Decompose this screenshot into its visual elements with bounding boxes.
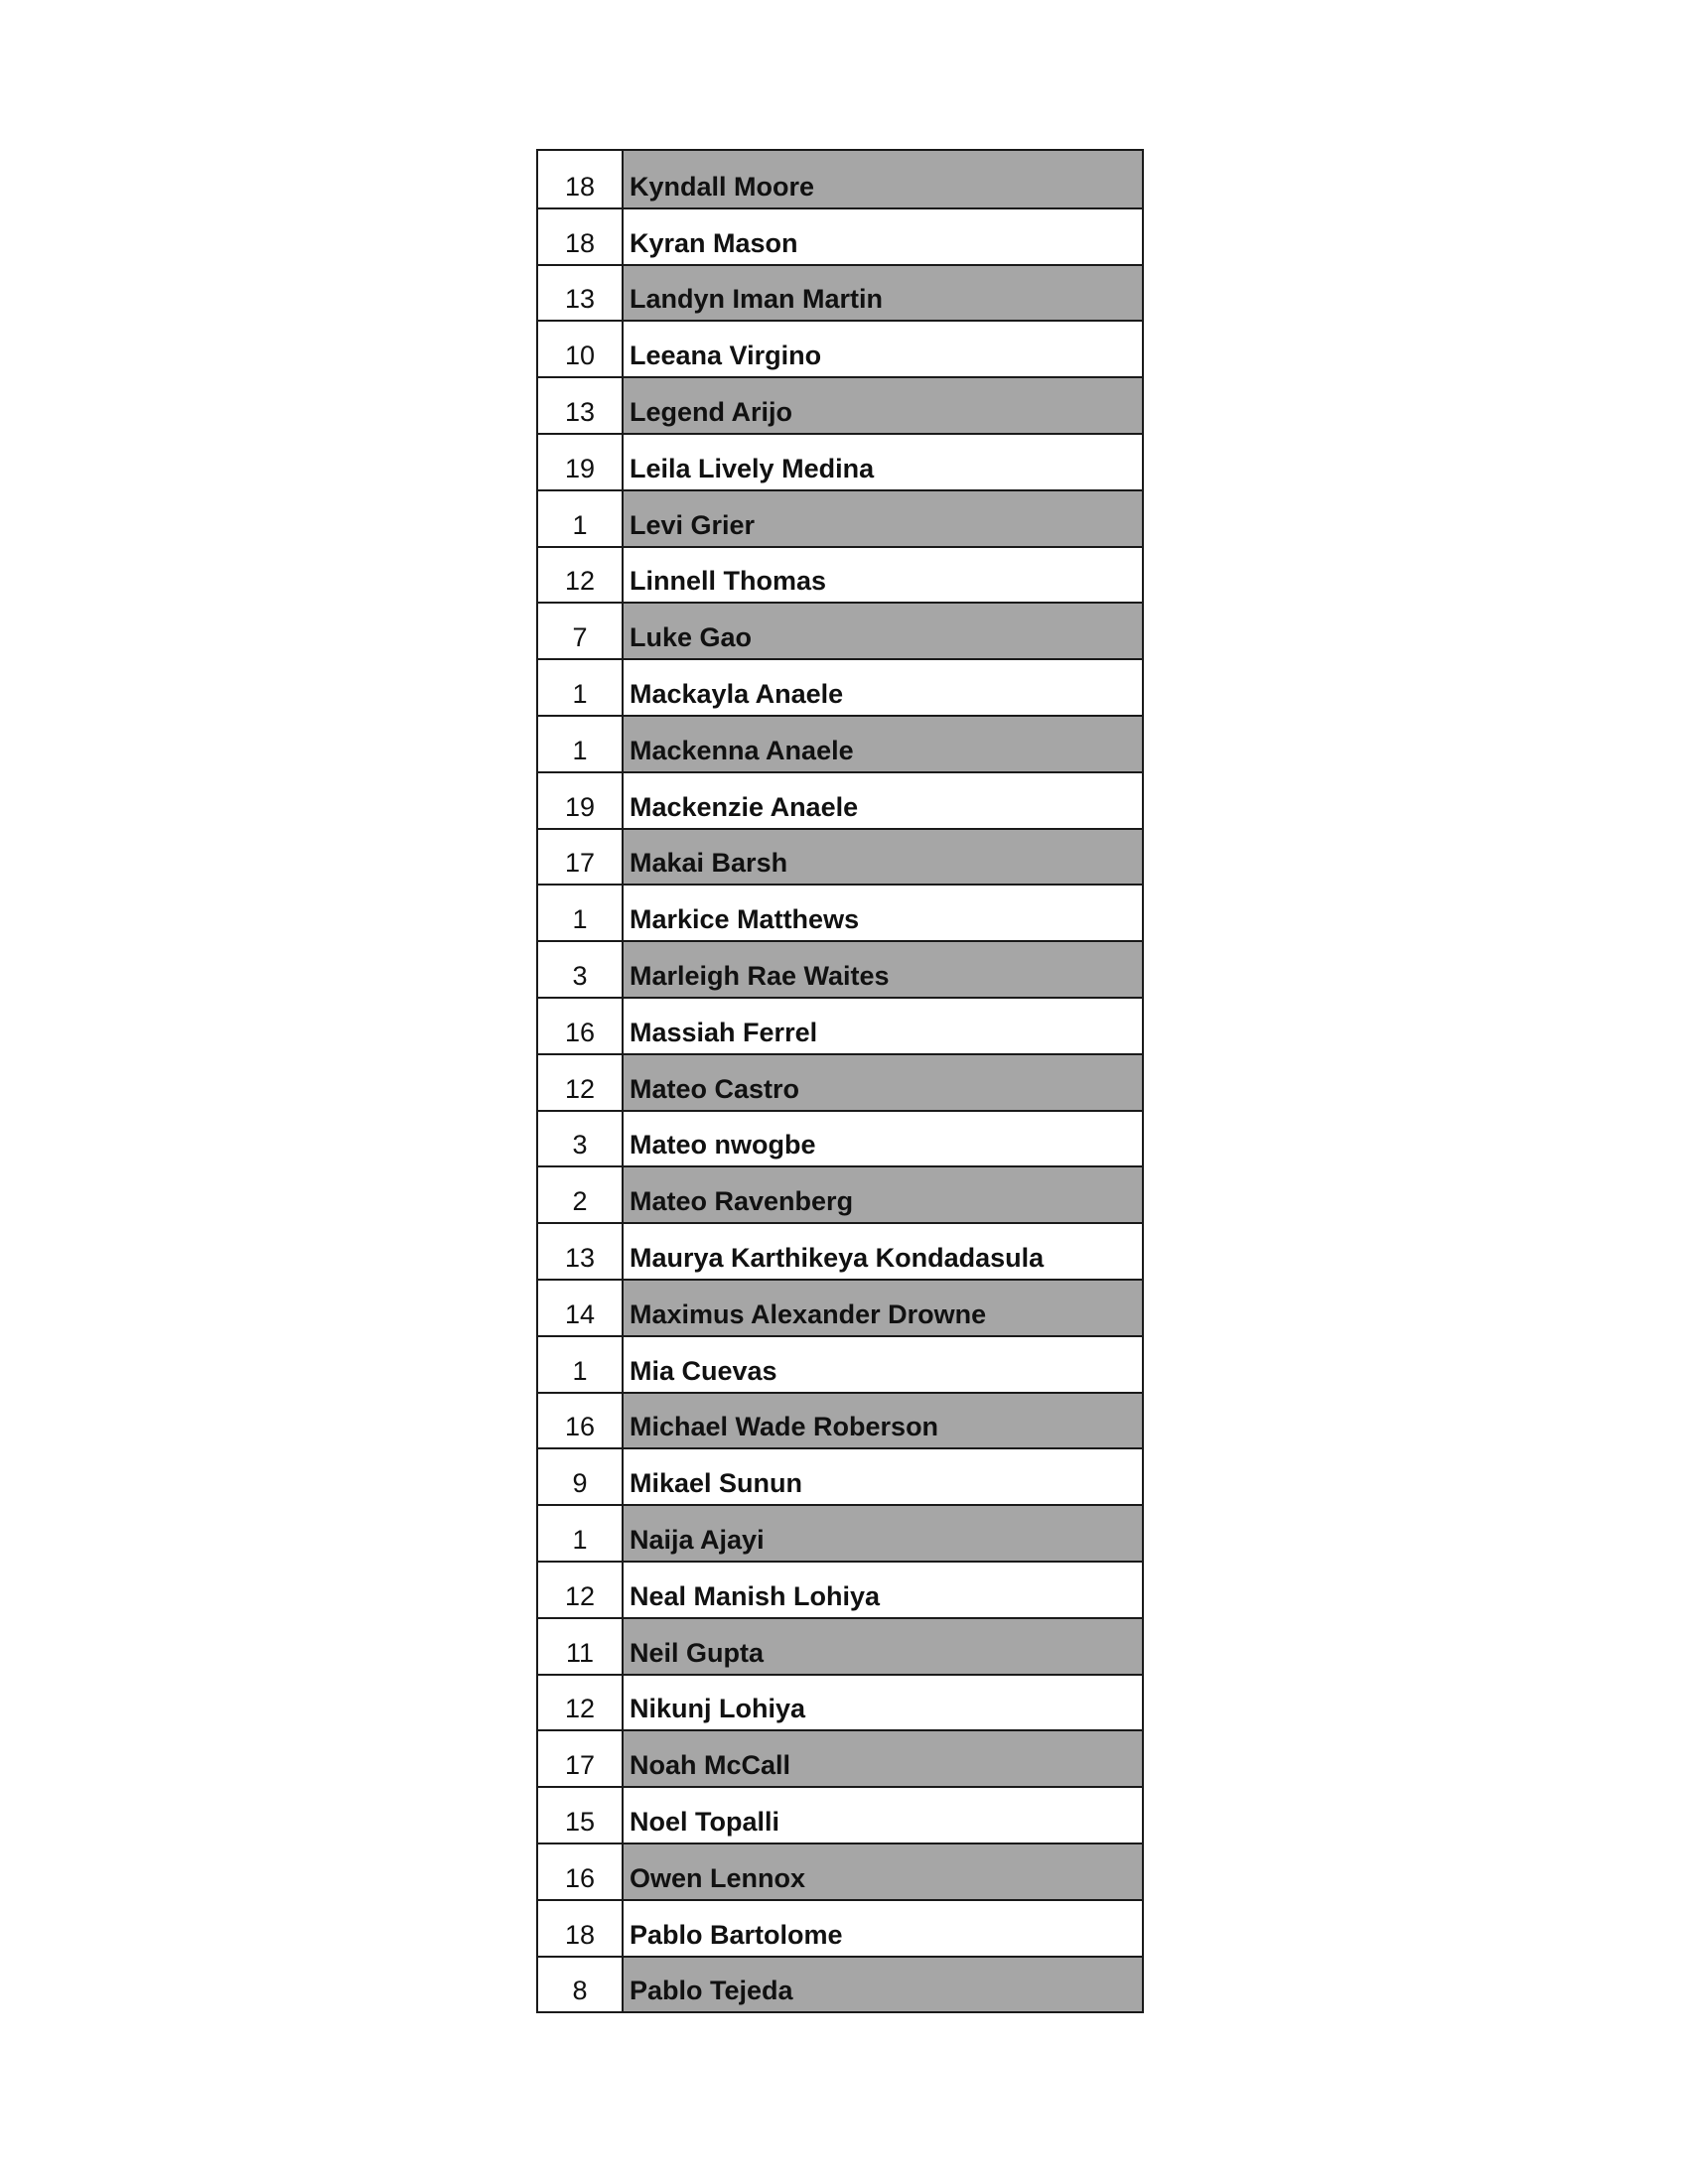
row-name: Linnell Thomas bbox=[630, 566, 827, 597]
row-number: 2 bbox=[538, 1167, 624, 1222]
table-row bbox=[538, 433, 1142, 489]
table-row bbox=[538, 546, 1142, 603]
table-row bbox=[538, 1786, 1142, 1843]
table-row bbox=[538, 1729, 1142, 1786]
table-row bbox=[538, 1165, 1142, 1222]
table-row bbox=[538, 1504, 1142, 1561]
row-number: 1 bbox=[538, 1506, 624, 1561]
row-number: 1 bbox=[538, 717, 624, 771]
row-name: Mateo Ravenberg bbox=[624, 1167, 1142, 1222]
table-row bbox=[538, 1617, 1142, 1674]
row-name: Pablo Tejeda bbox=[624, 1958, 1142, 2012]
row-number: 12 bbox=[538, 1055, 624, 1110]
row-name: Luke Gao bbox=[624, 604, 1142, 658]
table-row bbox=[538, 1899, 1142, 1956]
table-row bbox=[538, 715, 1142, 771]
row-number: 1 bbox=[538, 886, 624, 940]
table-row bbox=[538, 997, 1142, 1053]
table-row bbox=[538, 489, 1142, 546]
row-name: Mateo Castro bbox=[624, 1055, 1142, 1110]
table-row bbox=[538, 1392, 1142, 1448]
row-name: Neil Gupta bbox=[624, 1619, 1142, 1674]
row-number: 1 bbox=[538, 491, 624, 546]
row-name: Levi Grier bbox=[624, 491, 1142, 546]
table-row bbox=[538, 1335, 1142, 1392]
row-number: 18 bbox=[538, 1901, 624, 1956]
table-row bbox=[538, 1222, 1142, 1279]
row-number: 16 bbox=[538, 1844, 624, 1899]
row-number: 18 bbox=[538, 209, 624, 264]
table-row bbox=[538, 207, 1142, 264]
row-number: 13 bbox=[538, 378, 624, 433]
row-number: 13 bbox=[538, 1224, 624, 1279]
row-name: Kyndall Moore bbox=[624, 151, 1142, 207]
row-name: Leila Lively Medina bbox=[630, 453, 875, 483]
row-number: 19 bbox=[538, 435, 624, 489]
row-number: 16 bbox=[538, 1394, 624, 1448]
row-name: Markice Matthews bbox=[630, 904, 860, 935]
roster-table bbox=[536, 149, 1144, 2013]
row-number: 12 bbox=[538, 548, 624, 603]
row-number: 10 bbox=[538, 322, 624, 376]
table-row bbox=[538, 376, 1142, 433]
row-number: 18 bbox=[538, 151, 624, 207]
row-name: Mia Cuevas bbox=[630, 1355, 777, 1386]
row-name: Mateo nwogbe bbox=[630, 1130, 816, 1160]
table-row bbox=[538, 1447, 1142, 1504]
row-name: Leeana Virgino bbox=[630, 341, 822, 371]
row-name: Mackenna Anaele bbox=[624, 717, 1142, 771]
table-row bbox=[538, 658, 1142, 715]
row-number: 15 bbox=[538, 1788, 624, 1843]
row-number: 13 bbox=[538, 266, 624, 321]
row-name: Mikael Sunun bbox=[630, 1468, 803, 1499]
row-name: Naija Ajayi bbox=[624, 1506, 1142, 1561]
row-name: Makai Barsh bbox=[624, 830, 1142, 885]
row-name: Noah McCall bbox=[624, 1731, 1142, 1786]
row-number: 12 bbox=[538, 1563, 624, 1617]
row-number: 14 bbox=[538, 1281, 624, 1335]
table-row bbox=[538, 1674, 1142, 1730]
table-row bbox=[538, 151, 1142, 207]
row-name: Marleigh Rae Waites bbox=[624, 942, 1142, 997]
row-name: Michael Wade Roberson bbox=[624, 1394, 1142, 1448]
row-name: Owen Lennox bbox=[624, 1844, 1142, 1899]
row-number: 17 bbox=[538, 1731, 624, 1786]
row-number: 11 bbox=[538, 1619, 624, 1674]
table-row bbox=[538, 1561, 1142, 1617]
row-number: 7 bbox=[538, 604, 624, 658]
row-name: Mackayla Anaele bbox=[630, 678, 844, 709]
row-name: Neal Manish Lohiya bbox=[630, 1580, 881, 1611]
row-number: 17 bbox=[538, 830, 624, 885]
row-name: Maurya Karthikeya Kondadasula bbox=[630, 1242, 1045, 1273]
table-row bbox=[538, 828, 1142, 885]
row-number: 8 bbox=[538, 1958, 624, 2012]
row-number: 12 bbox=[538, 1676, 624, 1730]
row-name: Nikunj Lohiya bbox=[630, 1694, 806, 1724]
row-name: Maximus Alexander Drowne bbox=[624, 1281, 1142, 1335]
row-name: Pablo Bartolome bbox=[630, 1919, 843, 1950]
table-row bbox=[538, 1053, 1142, 1110]
row-name: Landyn Iman Martin bbox=[624, 266, 1142, 321]
row-number: 1 bbox=[538, 660, 624, 715]
row-number: 16 bbox=[538, 999, 624, 1053]
row-number: 19 bbox=[538, 773, 624, 828]
row-name: Massiah Ferrel bbox=[630, 1017, 818, 1047]
row-number: 9 bbox=[538, 1449, 624, 1504]
row-name: Mackenzie Anaele bbox=[630, 791, 859, 822]
table-row bbox=[538, 884, 1142, 940]
row-number: 3 bbox=[538, 1112, 624, 1166]
table-row bbox=[538, 1956, 1142, 2012]
table-row bbox=[538, 1110, 1142, 1166]
row-name: Noel Topalli bbox=[630, 1806, 780, 1837]
row-number: 1 bbox=[538, 1337, 624, 1392]
table-row bbox=[538, 602, 1142, 658]
table-row bbox=[538, 264, 1142, 321]
row-number: 3 bbox=[538, 942, 624, 997]
table-row bbox=[538, 1843, 1142, 1899]
table-row bbox=[538, 940, 1142, 997]
table-row bbox=[538, 320, 1142, 376]
table-row bbox=[538, 1279, 1142, 1335]
row-name: Kyran Mason bbox=[630, 227, 798, 258]
table-row bbox=[538, 771, 1142, 828]
row-name: Legend Arijo bbox=[624, 378, 1142, 433]
